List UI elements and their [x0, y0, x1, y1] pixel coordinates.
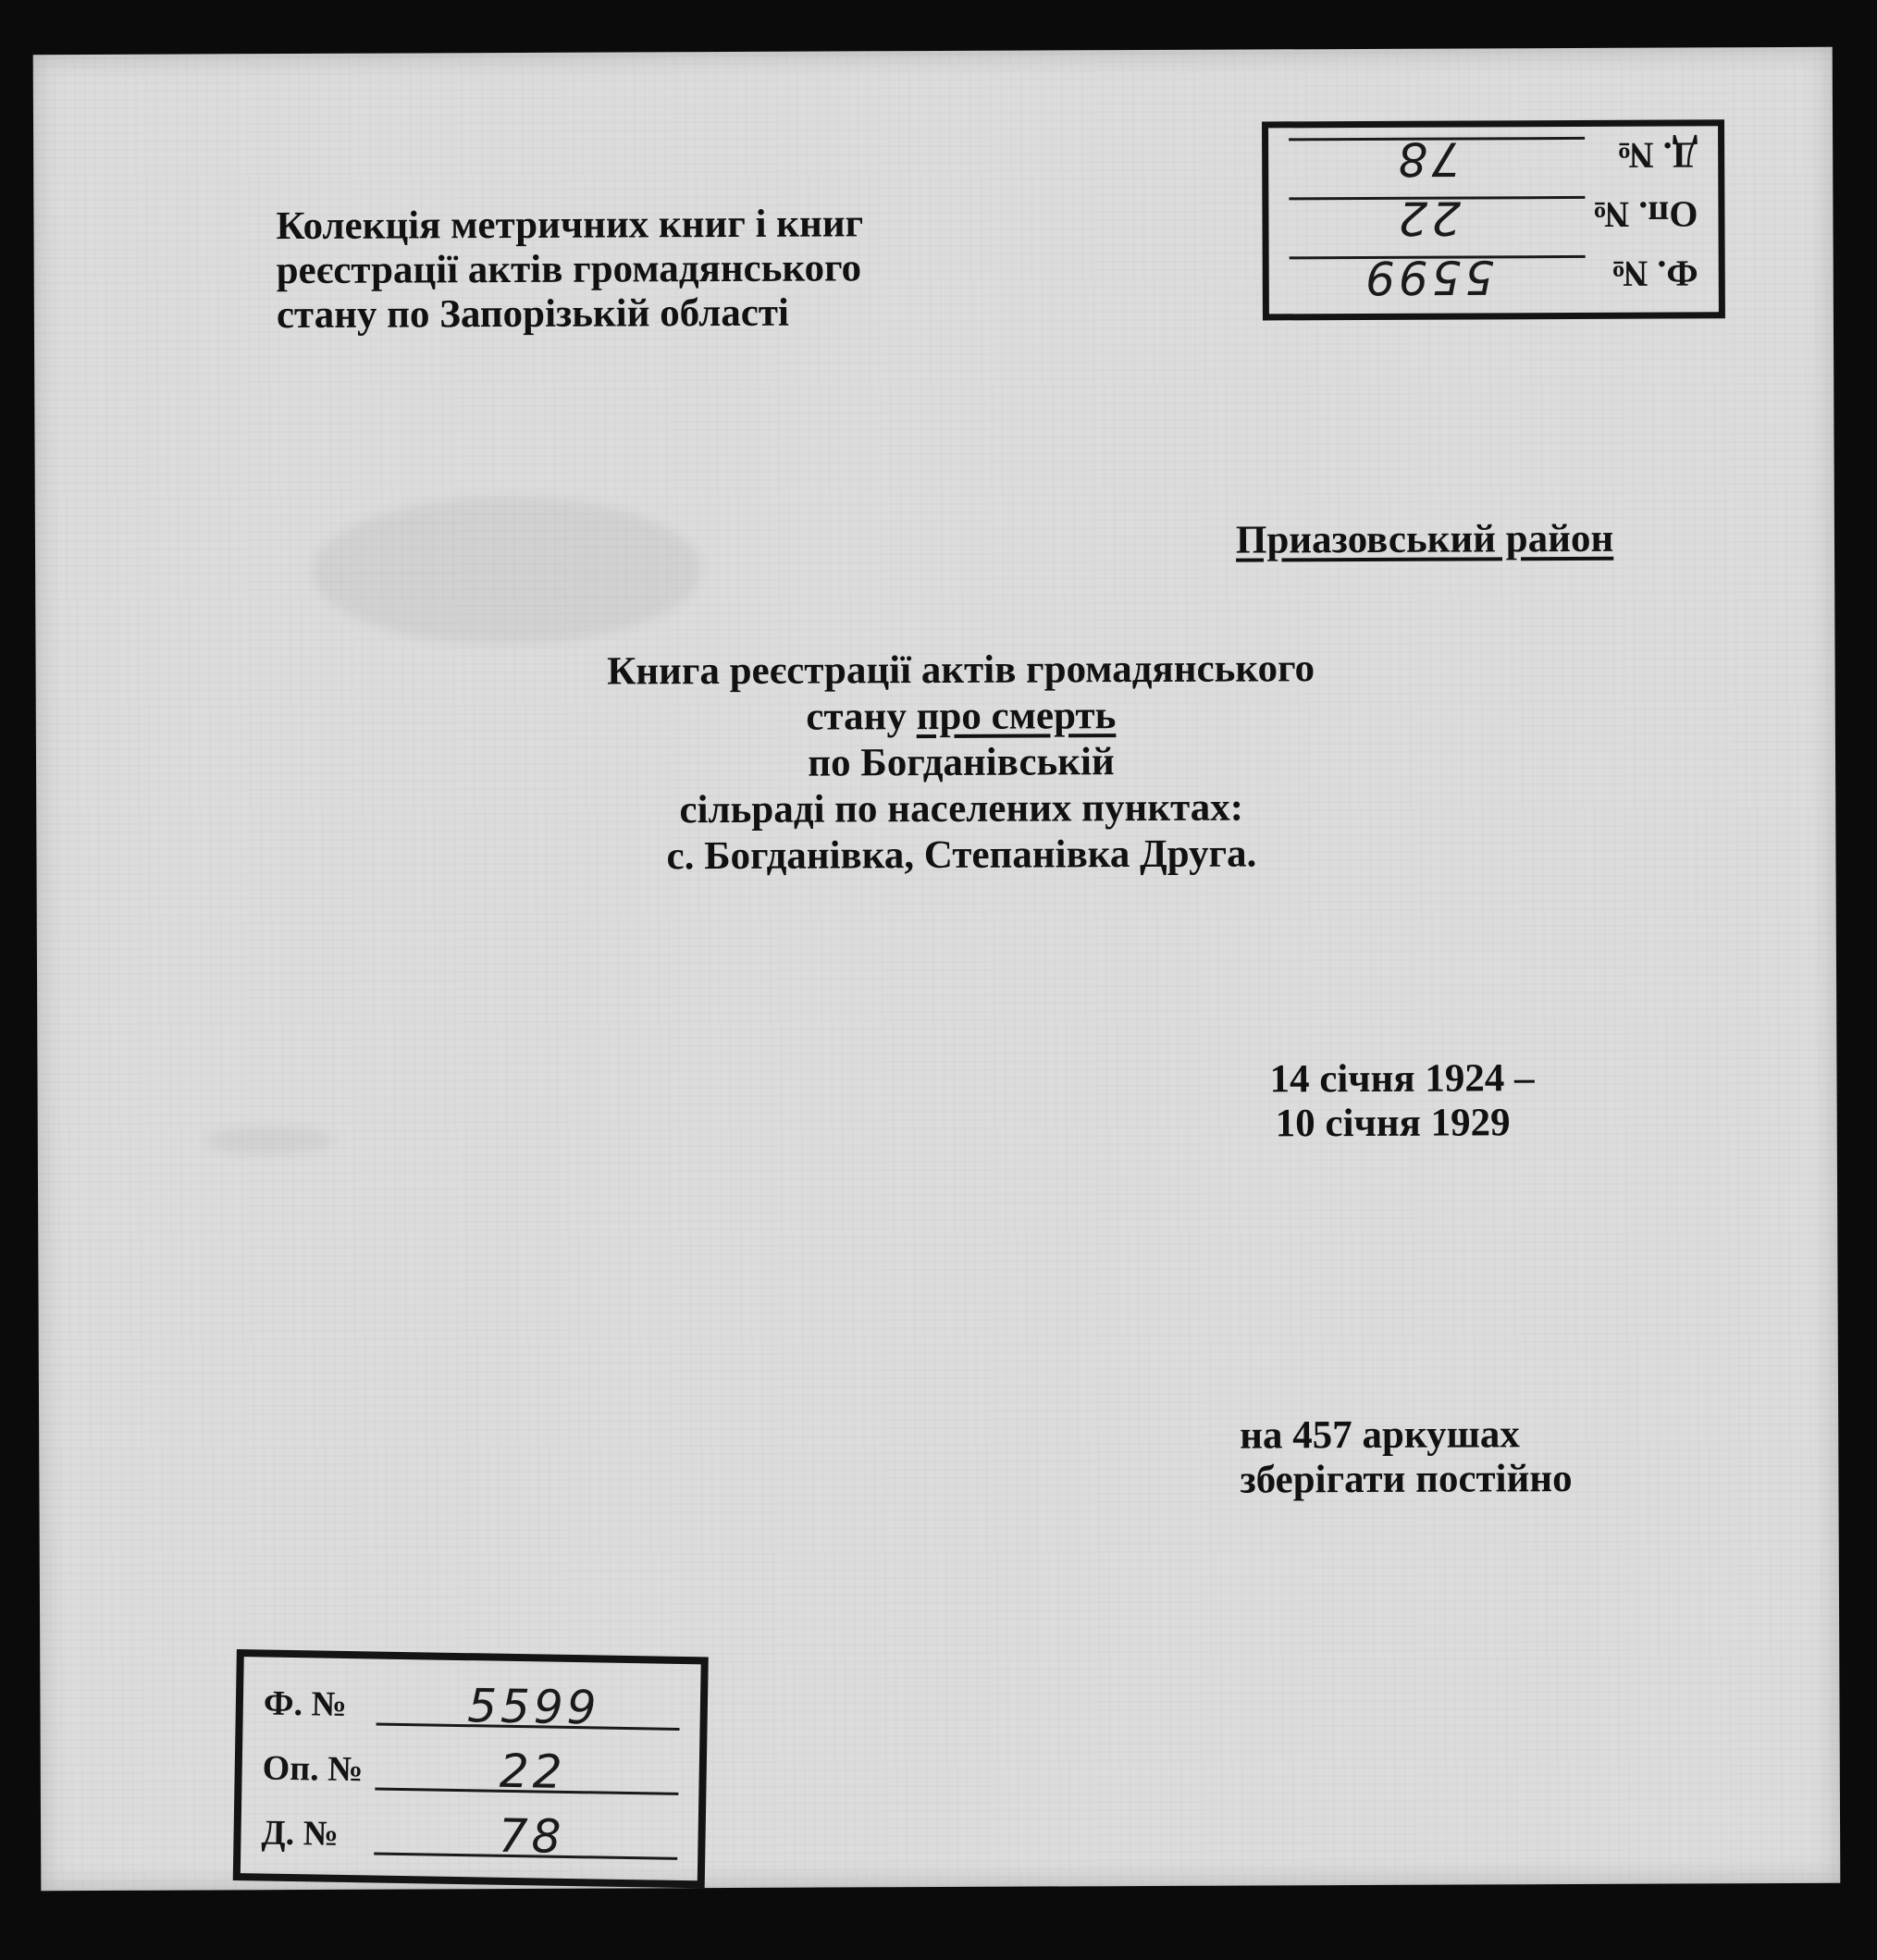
stamp-row-fond [1282, 245, 1706, 306]
stamp-row-sprava [1281, 127, 1705, 188]
book-title-line [554, 692, 1368, 742]
stamp-handwritten-value: 22 [499, 1744, 567, 1799]
collection-line: Колекція метричних книг і книг [276, 202, 864, 249]
book-title-line: с. Богданівка, Степанівка Друга. [666, 832, 1257, 879]
faded-smudge [204, 1127, 334, 1155]
stamp-handwritten-value: 5599 [466, 1679, 600, 1735]
date-end: 10 січня 1929 [1275, 1101, 1511, 1146]
book-title-line: по Богданівській [808, 740, 1115, 785]
sheets-info [1240, 1412, 1573, 1503]
retention-note: зберігати постійно [1240, 1457, 1573, 1502]
stamp-label: Д. № [261, 1813, 340, 1854]
stamp-handwritten-value: 22 [1394, 191, 1462, 245]
collection-heading [276, 202, 863, 338]
stamp-row-opys [254, 1738, 686, 1805]
archive-stamp-top [1262, 119, 1725, 320]
stamp-row-fond [255, 1673, 687, 1740]
book-title-line: Книга реєстрації актів громадянського [607, 647, 1315, 694]
date-range [1269, 1056, 1534, 1146]
archive-stamp-bottom [233, 1649, 709, 1888]
stamp-handwritten-value: 78 [1394, 131, 1462, 186]
stamp-label: Оп. № [262, 1748, 364, 1790]
collection-line: стану по Запорізькій області [276, 290, 790, 338]
stamp-row-opys [1281, 186, 1705, 247]
book-title [553, 646, 1368, 881]
stamp-label: Д. № [1616, 134, 1698, 177]
stamp-label: Ф. № [263, 1683, 348, 1724]
date-start: 14 січня 1924 – [1269, 1056, 1535, 1102]
book-title-line: сільраді по населених пунктах: [679, 785, 1244, 832]
book-title-prefix: стану [806, 695, 917, 739]
faded-smudge [313, 496, 702, 646]
collection-line: реєстрації актів громадянського [276, 246, 862, 293]
stamp-handwritten-value: 5599 [1361, 250, 1495, 304]
sheet-count: на 457 аркушах [1240, 1412, 1520, 1458]
document-sheet [33, 47, 1841, 1891]
book-title-record-type: про смерть [916, 694, 1117, 739]
stamp-row-sprava [253, 1803, 685, 1869]
stamp-label: Оп. № [1591, 193, 1698, 236]
stamp-handwritten-value: 78 [498, 1808, 565, 1864]
district-heading: Приазовський район [1235, 516, 1614, 562]
stamp-label: Ф. № [1611, 253, 1698, 295]
